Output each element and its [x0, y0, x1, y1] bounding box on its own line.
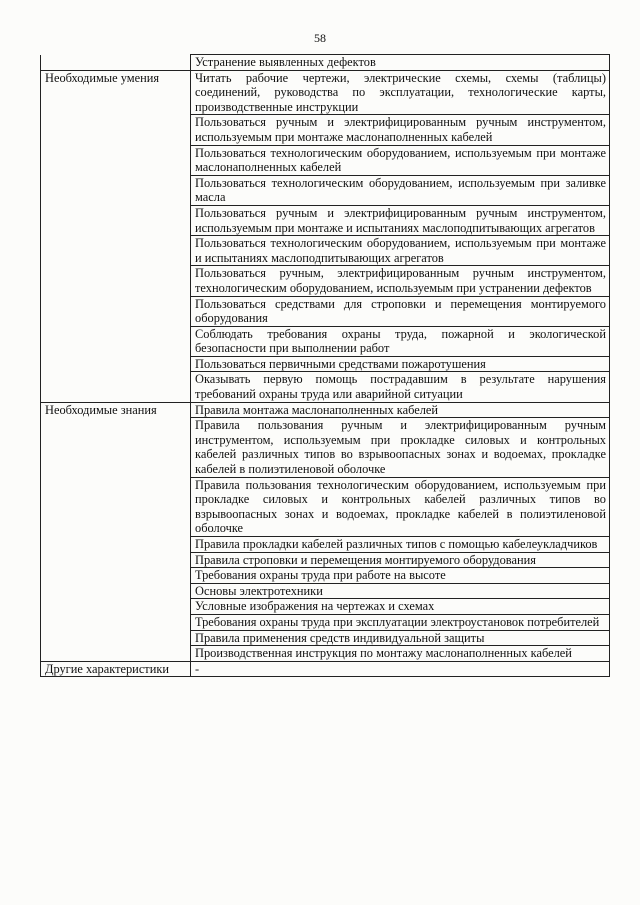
- requirement-item: Читать рабочие чертежи, электрические схемы, схемы (таблицы) соединений, руководства по эксплуатации, технологические карты, производственные инструкции: [191, 70, 610, 115]
- requirement-item: Условные изображения на чертежах и схемах: [191, 599, 610, 615]
- requirement-item: Правила пользования ручным и электрифицированным ручным инструментом, используемым при прокладке силовых и контрольных кабелей различных типов во взрывоопасных зонах и водоемах, прокладке кабелей в полиэтиленовой оболочке: [191, 418, 610, 477]
- requirement-item: Пользоваться ручным, электрифицированным ручным инструментом, технологическим оборудованием, используемым при устранении дефектов: [191, 266, 610, 296]
- category-label: Необходимые знания: [41, 402, 191, 661]
- requirement-item: Правила пользования технологическим оборудованием, используемым при прокладке силовых и контрольных кабелей различных типов во взрывоопасных зонах и водоемах, прокладке кабелей в полиэтиленовой оболочке: [191, 477, 610, 536]
- requirement-item: -: [191, 661, 610, 677]
- requirement-item: Производственная инструкция по монтажу маслонаполненных кабелей: [191, 646, 610, 662]
- requirement-item: Пользоваться технологическим оборудованием, используемым при монтаже и испытаниях маслоподпитывающих агрегатов: [191, 236, 610, 266]
- competency-table: [40, 54, 610, 677]
- requirement-item: Правила применения средств индивидуальной защиты: [191, 630, 610, 646]
- requirement-item: Пользоваться ручным и электрифицированным ручным инструментом, используемым при монтаже и испытаниях маслоподпитывающих агрегатов: [191, 205, 610, 235]
- category-label: Другие характеристики: [41, 661, 191, 677]
- requirement-item: Пользоваться ручным и электрифицированным ручным инструментом, используемым при монтаже маслонаполненных кабелей: [191, 115, 610, 145]
- requirement-item: Пользоваться средствами для строповки и перемещения монтируемого оборудования: [191, 296, 610, 326]
- category-cell-empty: [41, 55, 191, 71]
- requirement-item: Пользоваться технологическим оборудованием, используемым при монтаже маслонаполненных кабелей: [191, 145, 610, 175]
- continuation-item: Устранение выявленных дефектов: [191, 55, 610, 71]
- requirement-item: Оказывать первую помощь пострадавшим в результате нарушения требований охраны труда или аварийной ситуации: [191, 372, 610, 402]
- requirement-item: Требования охраны труда при эксплуатации электроустановок потребителей: [191, 614, 610, 630]
- requirement-item: Требования охраны труда при работе на высоте: [191, 568, 610, 584]
- category-label: Необходимые умения: [41, 70, 191, 402]
- requirement-item: Основы электротехники: [191, 583, 610, 599]
- page-number: 58: [314, 31, 326, 45]
- requirement-item: Правила прокладки кабелей различных типов с помощью кабелеукладчиков: [191, 537, 610, 553]
- requirement-item: Правила монтажа маслонаполненных кабелей: [191, 402, 610, 418]
- table-row: [41, 55, 610, 71]
- requirement-item: Соблюдать требования охраны труда, пожарной и экологической безопасности при выполнении работ: [191, 326, 610, 356]
- requirement-item: Правила строповки и перемещения монтируемого оборудования: [191, 552, 610, 568]
- table-row: [41, 402, 610, 418]
- table-row: [41, 661, 610, 677]
- requirement-item: Пользоваться технологическим оборудованием, используемым при заливке масла: [191, 175, 610, 205]
- table-row: [41, 70, 610, 115]
- requirement-item: Пользоваться первичными средствами пожаротушения: [191, 356, 610, 372]
